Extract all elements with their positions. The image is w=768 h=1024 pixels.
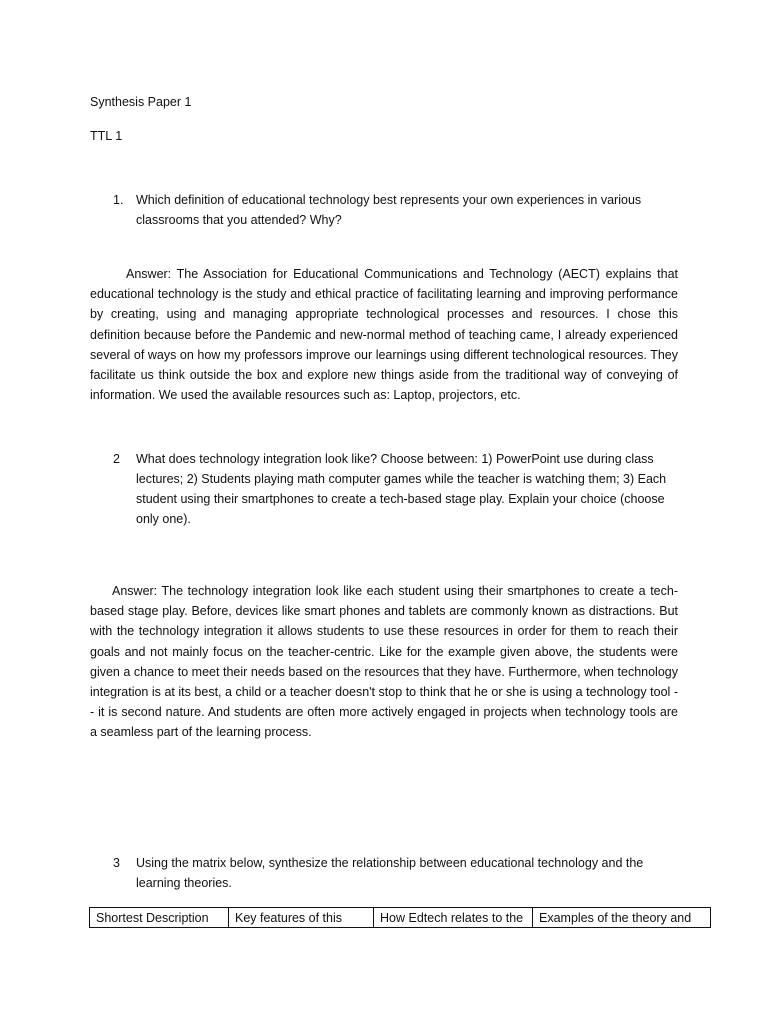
question-text: What does technology integration look like? Choose between: 1) PowerPoint use during class lectures; 2) Students playing math computer games while the teacher is watching them; 3) Each student using their smartphones to create a tech-based stage play. Explain your choice (choose only one). [136,452,667,526]
matrix-header-cell: Examples of the theory and [533,908,711,928]
answer-2: Answer: The technology integration look like each student using their smartphones to create a tech-based stage play. Before, devices like smart phones and tablets are commonly known as distractions. But with the technology integration it allows students to use these resources in order for them to reach their goals and not mainly focus on the teacher-centric. Like for the example given above, the students were given a chance to meet their needs based on the resources that they have. Furthermore, when technology integration is at its best, a child or a teacher doesn't stop to think that he or she is using a technology tool -- it is second nature. And students are often more actively engaged in projects when technology tools are a seamless part of the learning process. [90,584,678,740]
question-number: 1. [113,193,124,207]
document-subtitle: TTL 1 [90,129,123,143]
question-2 [113,449,673,529]
document-title: Synthesis Paper 1 [90,95,192,109]
matrix-header-cell: Key features of this [229,908,374,928]
matrix-header-row [90,908,711,928]
question-text: Using the matrix below, synthesize the relationship between educational technology and the learning theories. [136,856,644,890]
question-number: 2 [113,452,120,466]
question-text: Which definition of educational technology best represents your own experiences in various classrooms that you attended? Why? [136,193,642,227]
question-number: 3 [113,856,120,870]
learning-theories-matrix [89,907,711,928]
question-3 [113,853,673,893]
matrix-header-cell: How Edtech relates to the [374,908,533,928]
answer-1: Answer: The Association for Educational Communications and Technology (AECT) explains that educational technology is the study and ethical practice of facilitating learning and improving performance by creating, using and managing appropriate technological processes and resources. I chose this definition because before the Pandemic and new-normal method of teaching came, I already experienced several of ways on how my professors improve our learnings using different technological resources. They facilitate us think outside the box and explore new things aside from the traditional way of conveying of information. We used the available resources such as: Laptop, projectors, etc. [90,267,678,403]
question-1 [113,190,673,230]
matrix-header-cell: Shortest Description [90,908,229,928]
